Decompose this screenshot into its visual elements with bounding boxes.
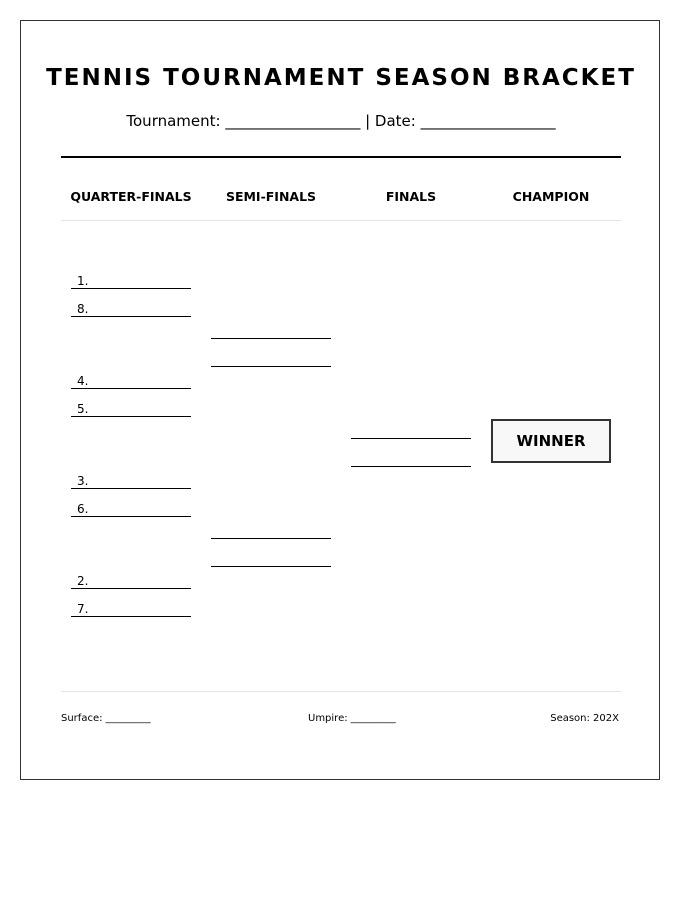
header-semi-finals: SEMI-FINALS xyxy=(225,189,317,204)
umpire-field: Umpire: _________ xyxy=(308,713,396,724)
page-title: TENNIS TOURNAMENT SEASON BRACKET xyxy=(46,65,636,91)
seed-label: 6. xyxy=(77,502,89,516)
seed-label: 3. xyxy=(77,474,89,488)
season-field: Season: 202X xyxy=(550,713,619,724)
final-slot-2[interactable] xyxy=(351,450,471,467)
header-champion: CHAMPION xyxy=(512,189,590,204)
sf-slot-2[interactable] xyxy=(211,350,331,367)
sf-slot-1[interactable] xyxy=(211,322,331,339)
sf-slot-3[interactable] xyxy=(211,522,331,539)
winner-box[interactable]: WINNER xyxy=(491,419,611,463)
seed-label: 1. xyxy=(77,274,89,288)
footer-divider xyxy=(61,691,621,692)
header-finals: FINALS xyxy=(385,189,437,204)
headers-divider xyxy=(61,220,621,221)
bracket-sheet xyxy=(20,20,660,780)
surface-field: Surface: _________ xyxy=(61,713,151,724)
final-slot-1[interactable] xyxy=(351,422,471,439)
qf-slot-3[interactable] xyxy=(71,472,191,489)
header-quarter-finals: QUARTER-FINALS xyxy=(70,189,192,204)
round-headers xyxy=(61,189,621,205)
qf-slot-7[interactable] xyxy=(71,600,191,617)
qf-slot-2[interactable] xyxy=(71,572,191,589)
header-divider xyxy=(61,156,621,158)
sf-slot-4[interactable] xyxy=(211,550,331,567)
qf-slot-4[interactable] xyxy=(71,372,191,389)
qf-slot-5[interactable] xyxy=(71,400,191,417)
seed-label: 2. xyxy=(77,574,89,588)
seed-label: 4. xyxy=(77,374,89,388)
seed-label: 8. xyxy=(77,302,89,316)
seed-label: 7. xyxy=(77,602,89,616)
qf-slot-6[interactable] xyxy=(71,500,191,517)
tournament-date-line: Tournament: __________________ | Date: __________________ xyxy=(126,112,556,130)
seed-label: 5. xyxy=(77,402,89,416)
qf-slot-1[interactable] xyxy=(71,272,191,289)
qf-slot-8[interactable] xyxy=(71,300,191,317)
